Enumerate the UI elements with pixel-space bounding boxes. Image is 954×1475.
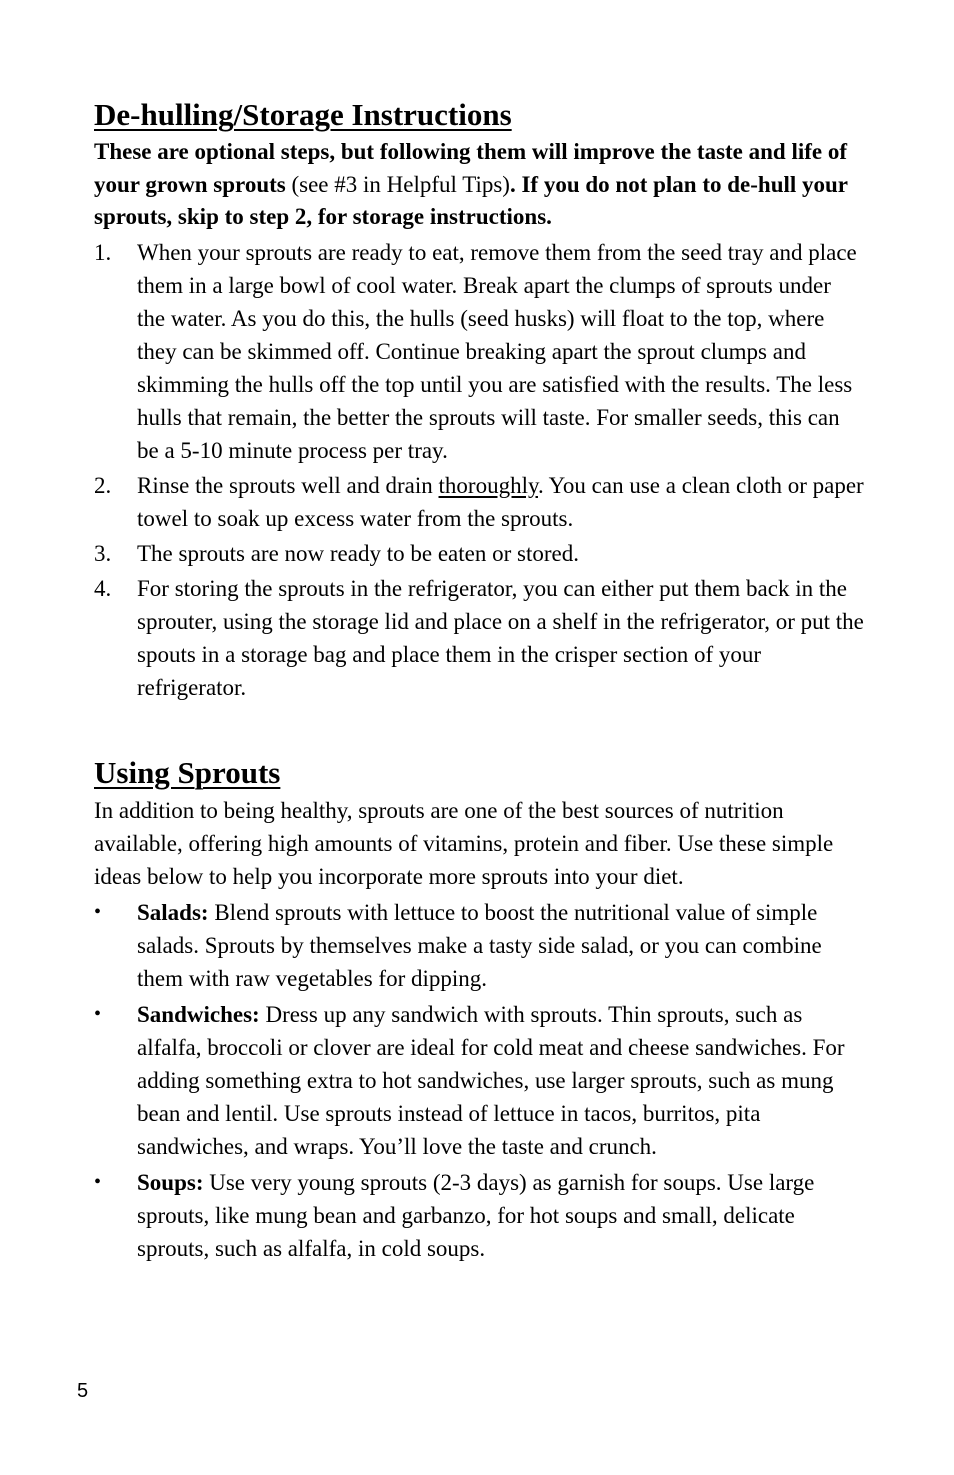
step-text-underlined: thoroughly — [438, 472, 538, 498]
using-sprouts-intro: In addition to being healthy, sprouts are one of the best sources of nutrition available, offering high amounts of vitamins, protein and fiber. Use these simple ideas below to help you incorporate more sprouts into your diet. — [94, 797, 834, 889]
step-text-after: . You can use a clean cloth or paper towel to soak up excess water from the sprouts. — [137, 472, 864, 531]
step-number: 4. — [94, 575, 112, 601]
step-number: 3. — [94, 540, 112, 566]
idea-label: Salads: — [137, 899, 209, 925]
section-heading-using-sprouts: Using Sprouts — [94, 754, 281, 790]
idea-item — [94, 896, 864, 995]
idea-label: Sandwiches: — [137, 1001, 260, 1027]
step-item — [94, 572, 864, 704]
sprout-ideas-list — [94, 896, 864, 1265]
step-item — [94, 537, 864, 570]
idea-item — [94, 998, 864, 1163]
intro-normal: (see #3 in Helpful Tips) — [285, 171, 510, 197]
bullet-icon: • — [94, 900, 102, 923]
step-text: The sprouts are now ready to be eaten or stored. — [137, 540, 579, 566]
step-number: 2. — [94, 472, 112, 498]
step-text: When your sprouts are ready to eat, remove them from the seed tray and place them in a large bowl of cool water. Break apart the clumps of sprouts under the water. As you do this, the hulls (seed husks) will float to the top, where they can be skimmed off. Continue breaking apart the sprout clumps and skimming the hulls off the top until you are satisfied with the results. The less hulls that remain, the better the sprouts will taste. For smaller seeds, this can be a 5-10 minute process per tray. — [137, 239, 857, 463]
step-number: 1. — [94, 239, 112, 265]
idea-item — [94, 1166, 864, 1265]
document-page — [94, 96, 864, 1265]
dehulling-intro — [94, 136, 864, 234]
using-sprouts-section — [94, 754, 864, 1265]
step-item — [94, 236, 864, 467]
step-text-before: Rinse the sprouts well and drain — [137, 472, 439, 498]
intro-bold-1: These are optional steps, but following them will improve the taste and life of your grown sprouts — [94, 139, 848, 197]
bullet-icon: • — [94, 1170, 102, 1193]
step-text: For storing the sprouts in the refrigerator, you can either put them back in the sprouter, using the storage lid and place on a shelf in the refrigerator, or put the spouts in a storage bag and place them in the crisper section of your refrigerator. — [137, 575, 864, 700]
bullet-icon: • — [94, 1002, 102, 1025]
idea-text: Dress up any sandwich with sprouts. Thin sprouts, such as alfalfa, broccoli or clover are ideal for cold meat and cheese sandwiches. For adding something extra to hot sandwiches, use larger sprouts, such as mung bean and lentil. Use sprouts instead of lettuce in tacos, burritos, pita sandwiches, and wraps. You’ll love the taste and crunch. — [137, 1001, 845, 1159]
intro-bold-2: . If you do not plan to de-hull your sprouts, skip to step 2, for storage instructions. — [94, 171, 848, 229]
idea-text: Use very young sprouts (2-3 days) as garnish for soups. Use large sprouts, like mung bean and garbanzo, for hot soups and small, delicate sprouts, such as alfalfa, in cold soups. — [137, 1169, 815, 1261]
step-item — [94, 469, 864, 535]
dehulling-steps-list — [94, 236, 864, 704]
page-number: 5 — [77, 1380, 89, 1402]
idea-label: Soups: — [137, 1169, 204, 1195]
section-heading-dehulling: De-hulling/Storage Instructions — [94, 97, 512, 132]
idea-text: Blend sprouts with lettuce to boost the nutritional value of simple salads. Sprouts by themselves make a tasty side salad, or you can combine them with raw vegetables for dipping. — [137, 899, 822, 991]
